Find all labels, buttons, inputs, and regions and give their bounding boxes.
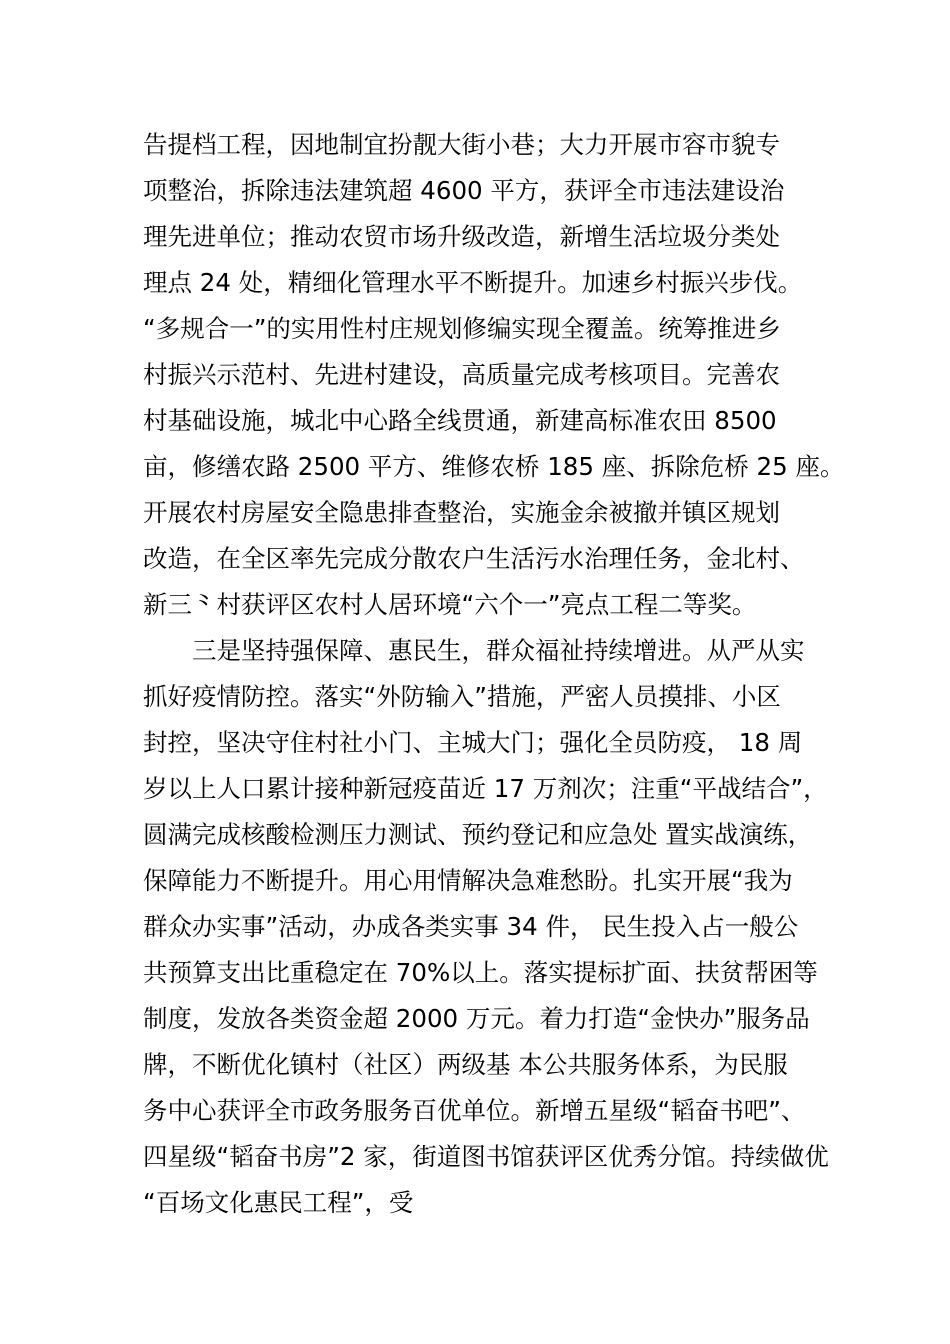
text-line: 岁以上人口累计接种新冠疫苗近 17 万剂次；注重“平战结合”， — [143, 774, 828, 803]
text-line: 群众办实事”活动，办成各类实事 34 件， 民生投入占一般公 — [143, 912, 799, 941]
text-line: 抓好疫情防控。落实“外防输入”措施，严密人员摸排、小区 — [143, 682, 781, 711]
text-line: 务中心获评全市政务服务百优单位。新增五星级“韬奋书吧”、 — [143, 1096, 806, 1125]
text-line: 理点 24 处，精细化管理水平不断提升。加速乡村振兴步伐。 — [143, 268, 803, 297]
text-line: “百场文化惠民工程”，受 — [143, 1188, 414, 1217]
text-line: 告提档工程，因地制宜扮靓大街小巷；大力开展市容市貌专 — [143, 130, 780, 159]
text-line: 封控，坚决守住村社小门、主城大门；强化全员防疫， 18 周 — [143, 728, 803, 757]
text-line: 项整治，拆除违法建筑超 4600 平方，获评全市违法建设治 — [143, 176, 785, 205]
text-line: 制度，发放各类资金超 2000 万元。着力打造“金快办”服务品 — [143, 1004, 810, 1033]
body-text — [143, 122, 843, 1226]
text-line: 理先进单位；推动农贸市场升级改造，新增生活垃圾分类处 — [143, 222, 780, 251]
text-line: 牌，不断优化镇村（社区）两级基 本公共服务体系，为民服 — [143, 1050, 788, 1079]
paragraph-start-line: 三是坚持强保障、惠民生，群众福祉持续增进。从严从实 — [192, 636, 805, 665]
text-line: 新三⺀村获评区农村人居环境“六个一”亮点工程二等奖。 — [143, 590, 757, 619]
text-line: 开展农村房屋安全隐患排查整治，实施金余被撤并镇区规划 — [143, 498, 780, 527]
text-line: 保障能力不断提升。用心用情解决急难愁盼。扎实开展“我为 — [143, 866, 793, 895]
text-line: “多规合一”的实用性村庄规划修编实现全覆盖。统筹推进乡 — [143, 314, 781, 343]
text-line: 亩，修缮农路 2500 平方、维修农桥 185 座、拆除危桥 25 座。 — [143, 452, 845, 481]
text-line: 四星级“韬奋书房”2 家，街道图书馆获评区优秀分馆。持续做优 — [143, 1142, 829, 1171]
text-line: 村基础设施，城北中心路全线贯通，新建高标准农田 8500 — [143, 406, 777, 435]
text-line: 村振兴示范村、先进村建设，高质量完成考核项目。完善农 — [143, 360, 780, 389]
text-line: 圆满完成核酸检测压力测试、预约登记和应急处 置实战演练， — [143, 820, 813, 849]
text-line: 改造，在全区率先完成分散农户生活污水治理任务，金北村、 — [143, 544, 805, 573]
text-line: 共预算支出比重稳定在 70%以上。落实提标扩面、扶贫帮困等 — [143, 958, 818, 987]
